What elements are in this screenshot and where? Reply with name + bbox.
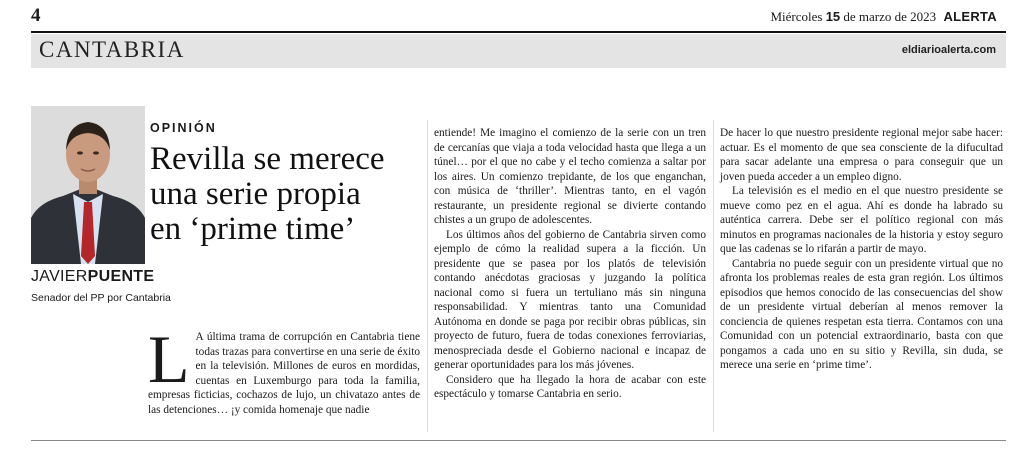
day-number: 15 [825, 9, 841, 24]
site-url[interactable]: eldiarioalerta.com [901, 44, 996, 56]
article-column-1 [148, 321, 420, 417]
body-paragraph: entiende! Me imagino el comienzo de la serie con un tren de cercanías que viaja a toda velocidad hasta que llega a un túnel… por el que no cabe y el techo comienza a saltar por los aires. Un comienzo trepidante, de los que enganchan, con música de ‘thriller’. Mientras tanto, en el vagón restaurante, un presidente regional se divierte contando chistes a un grupo de adolescentes. [434, 127, 706, 226]
edition-date [770, 9, 997, 25]
section-bar [31, 34, 1006, 68]
article-column-2 [434, 126, 706, 402]
kicker: OPINIÓN [150, 121, 217, 135]
body-paragraph: De hacer lo que nuestro presidente regional mejor sabe hacer: actuar. Es el momento de que sea consciente de la difucultad para sacar adelante una empresa o para conseguir que un joven pueda acceder a un empleo digno. [720, 127, 1003, 183]
page-number: 4 [31, 5, 41, 26]
drop-cap: L [148, 321, 190, 397]
author-last-name: PUENTE [87, 268, 155, 285]
article-column-3 [720, 126, 1003, 373]
body-paragraph: Los últimos años del gobierno de Cantabria sirven como ejemplo de cómo la realidad supera a la ficción. Un presidente que se pasea por los platós de televisión contando anécdotas graciosas y juzgando la política nacional como si fuera un tertuliano más sin ninguna responsabilidad. Y mientras tanto una Comunidad Autónoma en donde se paga por recibir obras públicas, sin proyecto de futuro, fuera de todas conexiones ferroviarias, menospreciada desde el Gobierno nacional e incapaz de generar oportunidades para los más jóvenes. [434, 228, 706, 371]
newspaper-brand: ALERTA [943, 9, 997, 24]
bottom-rule [31, 440, 1006, 441]
column-divider [427, 120, 428, 432]
weekday: Miércoles [770, 9, 823, 24]
body-paragraph: La televisión es el medio en el que nuestro presidente se mueve como pez en el agua. Ahí es donde ha labrado su auténtica carrera. Debe ser el político regional con más minutos en programas nacionales de la historia y estoy seguro que las cadenas se lo rifarán a partir de mayo. [720, 185, 1003, 255]
body-paragraph: Considero que ha llegado la hora de acabar con este espectáculo y tomarse Cantabria en serio. [434, 373, 706, 400]
headline-line: una serie propia [150, 176, 361, 212]
author-photo [31, 106, 145, 264]
section-title: CANTABRIA [39, 37, 185, 62]
body-paragraph [148, 321, 420, 417]
body-text: A última trama de corrupción en Cantabria tiene todas trazas para convertirse en una serie de éxito en la televisión. Millones de euros en mordidas, cuentas en Luxemburgo para toda la familia, empresas ficticias, cochazos de lujo, un chivatazo antes de las detenciones… ¡y comida homenaje que nadie [148, 331, 420, 416]
headline [150, 142, 430, 247]
headline-line: Revilla se merece [150, 141, 385, 177]
author-portrait-icon [31, 106, 145, 264]
author-name [31, 268, 154, 286]
month-year: de marzo de 2023 [843, 9, 937, 24]
author-role: Senador del PP por Cantabria [31, 292, 171, 304]
column-divider [713, 120, 714, 432]
header-rule [31, 31, 1006, 33]
body-paragraph: Cantabria no puede seguir con un presidente virtual que no afronta los problemas reales de esta gran región. Los últimos episodios que hemos conocido de las consecuencias del show de un presidente virtual deberían al menos remover la conciencia de quienes respetan esta tierra. Contamos con una Comunidad con un potencial extraordinario, basta con que pongamos a cada uno en su sitio y Revilla, sin duda, se merece una serie en ‘prime time’. [720, 257, 1003, 371]
author-first-name: JAVIER [31, 268, 88, 285]
headline-line: en ‘prime time’ [150, 211, 356, 247]
